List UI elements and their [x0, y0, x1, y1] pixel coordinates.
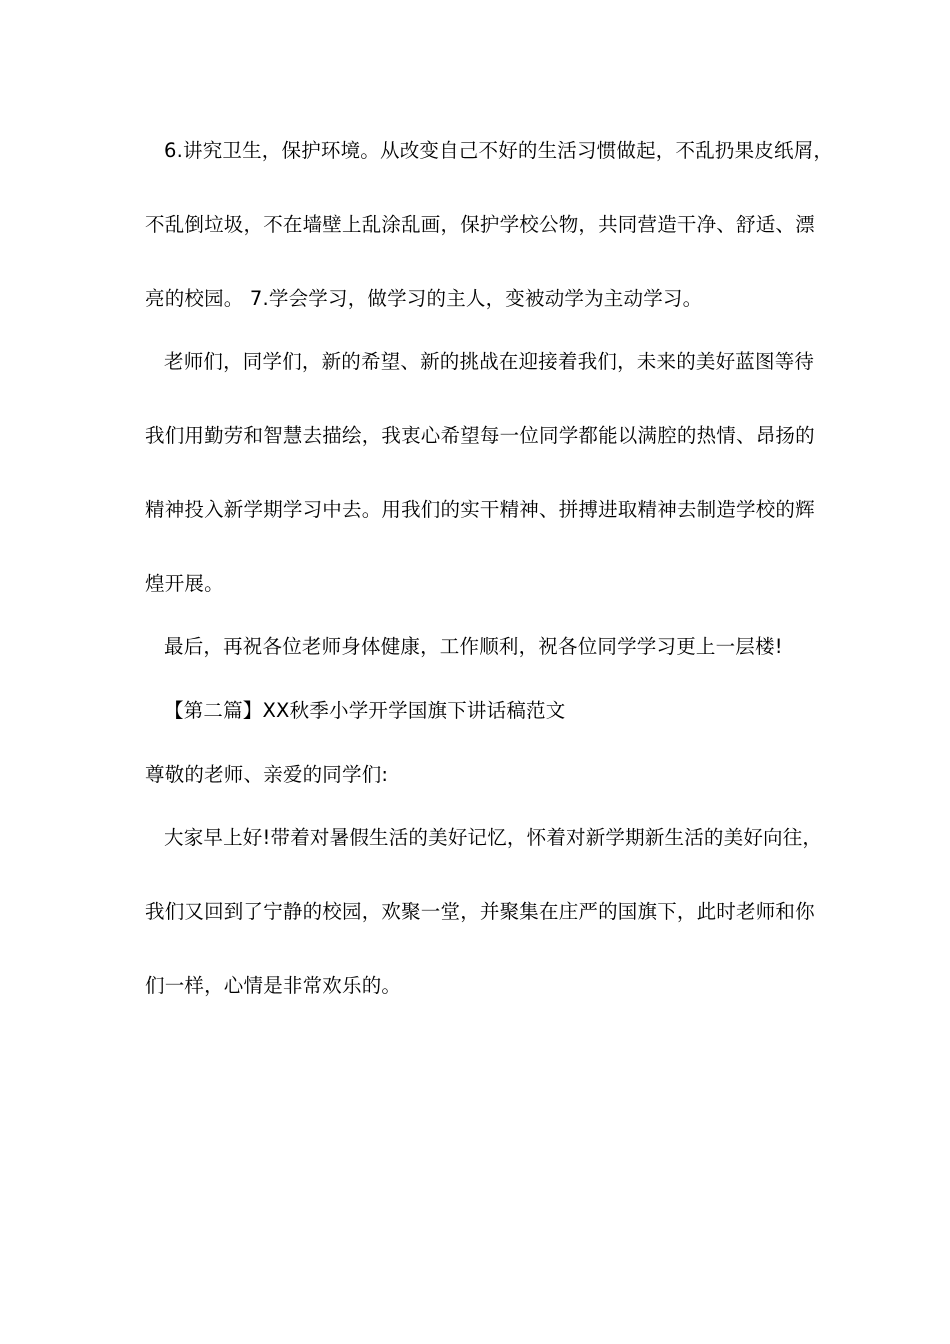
- text-line: 6.讲究卫生，保护环境。从改变自己不好的生活习惯做起，不乱扔果皮纸屑，: [164, 139, 834, 162]
- text-line: 亮的校园。 7.学会学习，做学习的主人，变被动学为主动学习。: [145, 287, 703, 310]
- text-line: 最后，再祝各位老师身体健康，工作顺利，祝各位同学学习更上一层楼!: [164, 635, 783, 658]
- text-line: 老师们，同学们，新的希望、新的挑战在迎接着我们，未来的美好蓝图等待: [164, 350, 815, 373]
- text-line: 不乱倒垃圾，不在墙壁上乱涂乱画，保护学校公物，共同营造干净、舒适、漂: [145, 213, 815, 236]
- text-line: 精神投入新学期学习中去。用我们的实干精神、拼搏进取精神去制造学校的辉: [145, 498, 815, 521]
- salutation: 尊敬的老师、亲爱的同学们:: [145, 763, 389, 786]
- text-line: 煌开展。: [145, 572, 224, 595]
- text-line: 我们用勤劳和智慧去描绘，我衷心希望每一位同学都能以满腔的热情、昂扬的: [145, 424, 815, 447]
- section-heading: 【第二篇】XX秋季小学开学国旗下讲话稿范文: [164, 699, 566, 722]
- text-line: 我们又回到了宁静的校园，欢聚一堂，并聚集在庄严的国旗下，此时老师和你: [145, 900, 815, 923]
- text-line: 大家早上好!带着对暑假生活的美好记忆，怀着对新学期新生活的美好向往，: [164, 826, 823, 849]
- text-line: 们一样，心情是非常欢乐的。: [145, 974, 402, 997]
